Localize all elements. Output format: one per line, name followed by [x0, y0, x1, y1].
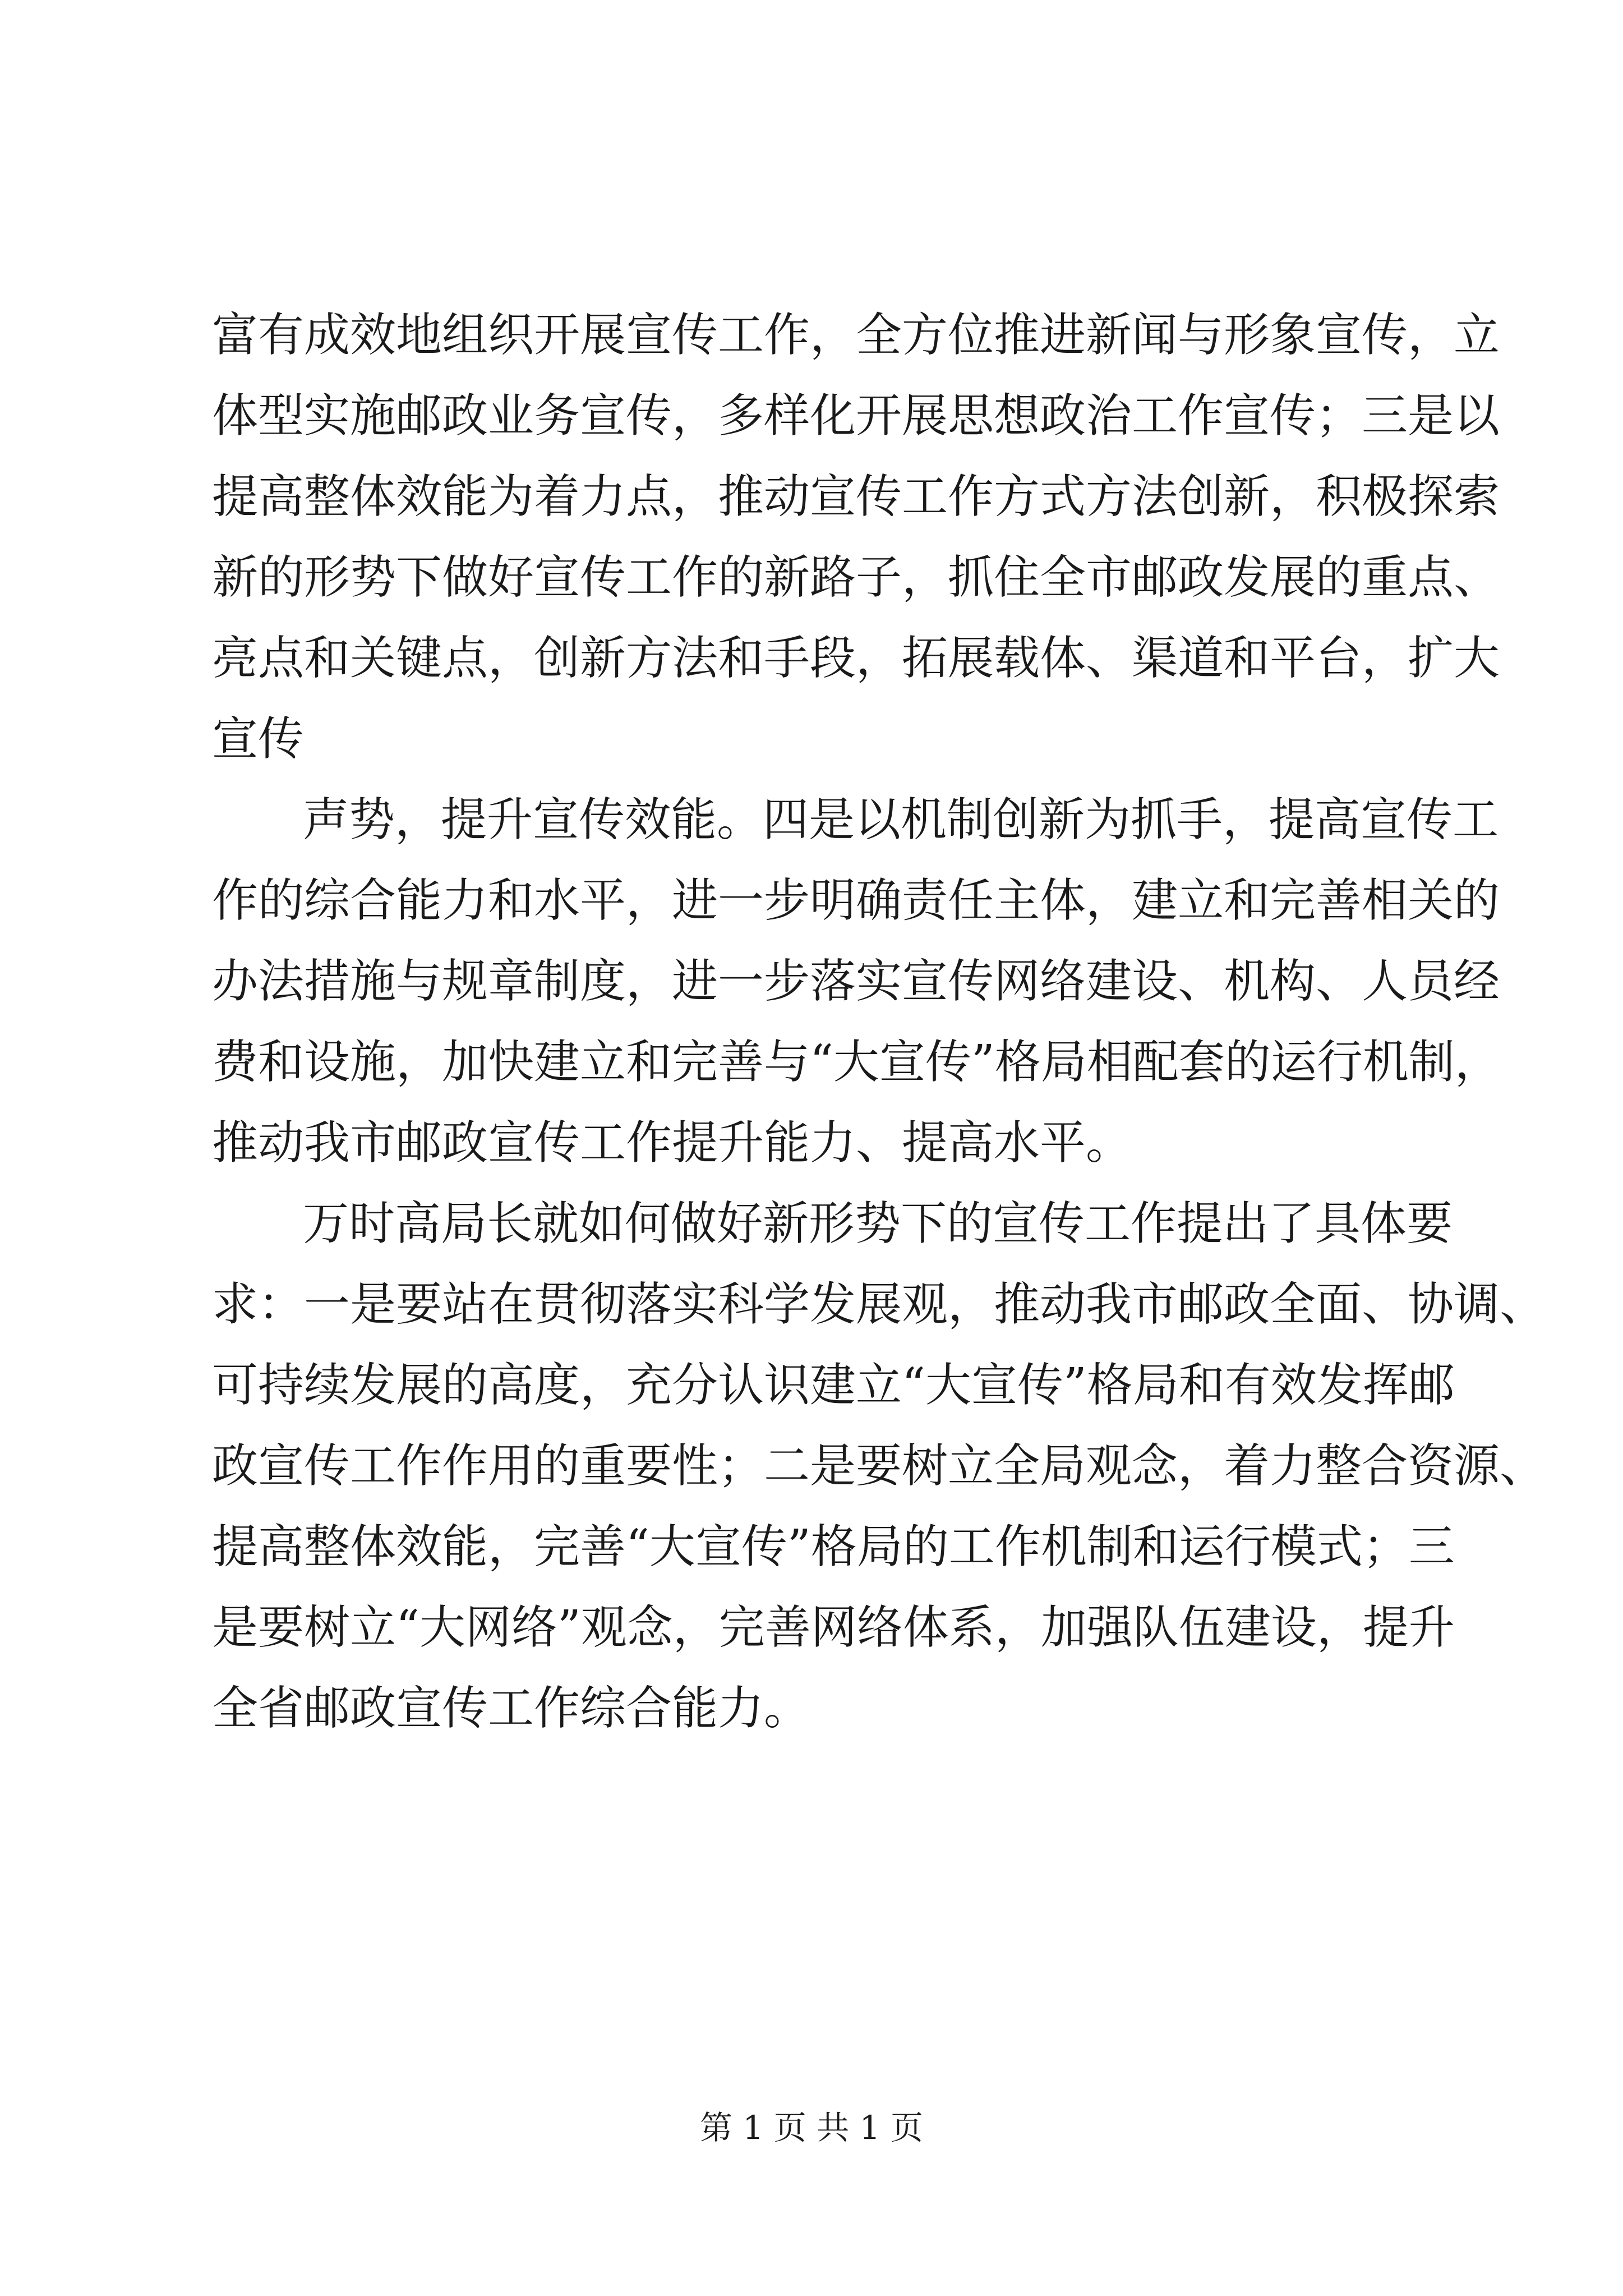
text-line: 可持续发展的高度，充分认识建立“大宣传”格局和有效发挥邮: [212, 1359, 1455, 1412]
text-line: 富有成效地组织开展宣传工作，全方位推进新闻与形象宣传，立: [212, 309, 1500, 362]
text-line: 求：一是要站在贯彻落实科学发展观，推动我市邮政全面、协调、: [212, 1278, 1546, 1331]
text-line: 声势，提升宣传效能。四是以机制创新为抓手，提高宣传工: [303, 793, 1499, 846]
text-line: 提高整体效能，完善“大宣传”格局的工作机制和运行模式；三: [212, 1520, 1455, 1573]
text-line: 费和设施，加快建立和完善与“大宣传”格局相配套的运行机制，: [212, 1036, 1501, 1089]
text-line: 提高整体效能为着力点，推动宣传工作方式方法创新，积极探索: [212, 470, 1500, 523]
text-line: 办法措施与规章制度，进一步落实宣传网络建设、机构、人员经: [212, 955, 1500, 1008]
text-line: 是要树立“大网络”观念，完善网络体系，加强队伍建设，提升: [212, 1601, 1455, 1654]
text-line: 全省邮政宣传工作综合能力。: [212, 1682, 810, 1735]
text-line: 体型实施邮政业务宣传，多样化开展思想政治工作宣传；三是以: [212, 389, 1500, 443]
text-line: 亮点和关键点，创新方法和手段，拓展载体、渠道和平台，扩大: [212, 632, 1500, 685]
text-line: 推动我市邮政宣传工作提升能力、提高水平。: [212, 1116, 1132, 1170]
text-line: 万时高局长就如何做好新形势下的宣传工作提出了具体要: [303, 1197, 1453, 1250]
text-line: 政宣传工作作用的重要性；二是要树立全局观念，着力整合资源、: [212, 1439, 1546, 1493]
page-footer: 第 1 页 共 1 页: [700, 2109, 923, 2147]
text-line: 新的形势下做好宣传工作的新路子，抓住全市邮政发展的重点、: [212, 551, 1500, 604]
text-line: 宣传: [212, 712, 305, 766]
text-line: 作的综合能力和水平，进一步明确责任主体，建立和完善相关的: [212, 874, 1500, 927]
